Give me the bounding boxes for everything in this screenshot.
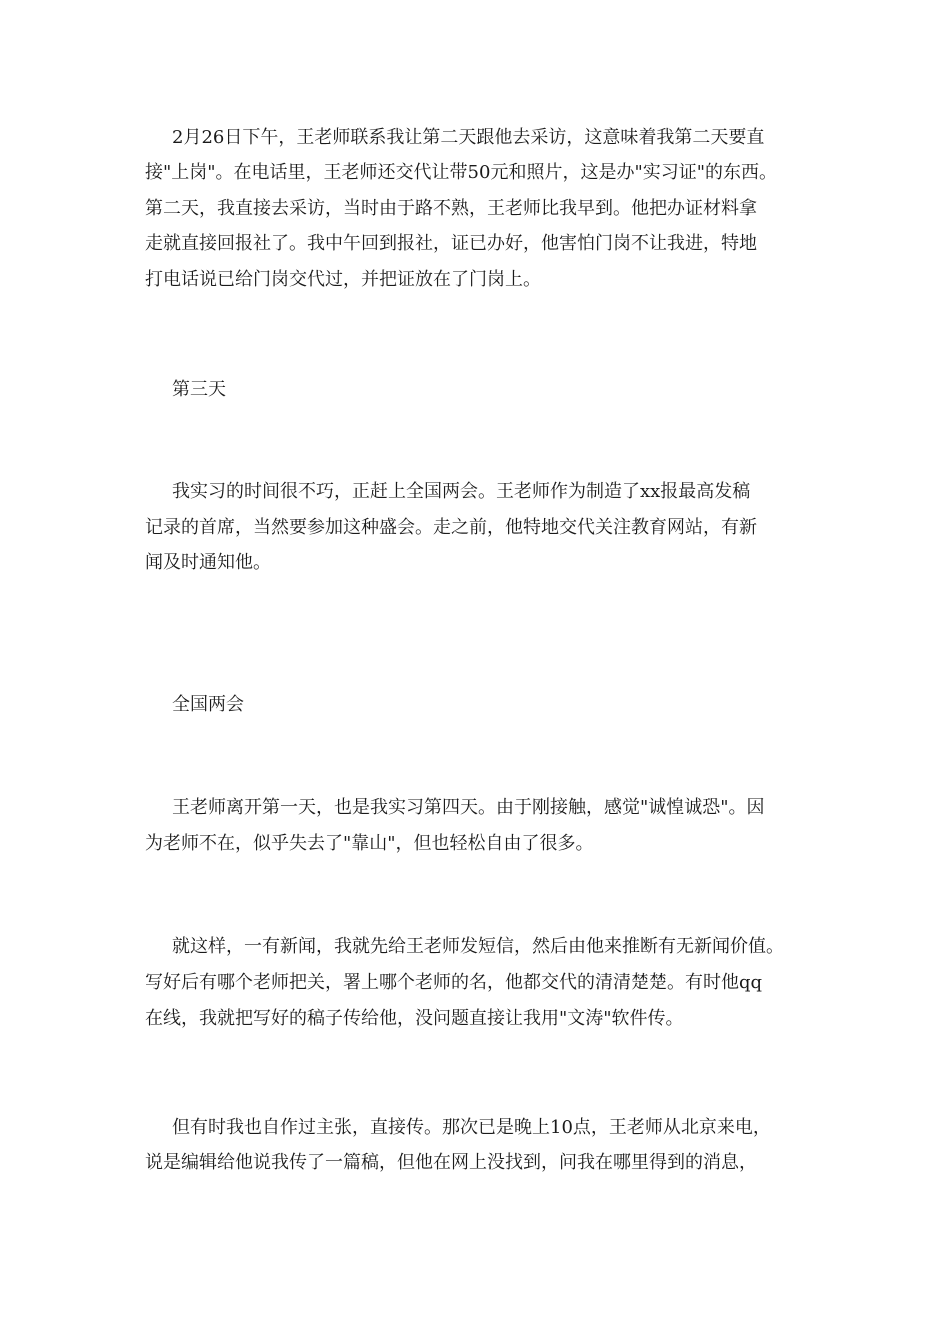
paragraph-1-line-5: 打电话说已给门岗交代过，并把证放在了门岗上。	[145, 269, 541, 290]
paragraph-2-line-1: 我实习的时间很不巧，正赶上全国两会。王老师作为制造了xx报最高发稿	[172, 481, 751, 502]
section-heading-two-sessions: 全国两会	[172, 694, 244, 715]
paragraph-2-line-2: 记录的首席，当然要参加这种盛会。走之前，他特地交代关注教育网站，有新	[145, 517, 757, 538]
paragraph-1-line-1: 2月26日下午，王老师联系我让第二天跟他去采访，这意味着我第二天要直	[172, 127, 765, 148]
paragraph-5-line-2: 说是编辑给他说我传了一篇稿，但他在网上没找到，问我在哪里得到的消息，	[145, 1152, 757, 1173]
paragraph-2-line-3: 闻及时通知他。	[145, 552, 271, 573]
paragraph-4-line-2: 写好后有哪个老师把关，署上哪个老师的名，他都交代的清清楚楚。有时他qq	[145, 972, 763, 993]
paragraph-3-line-2: 为老师不在，似乎失去了"靠山"，但也轻松自由了很多。	[145, 833, 594, 854]
paragraph-5-line-1: 但有时我也自作过主张，直接传。那次已是晚上10点，王老师从北京来电，	[172, 1117, 771, 1138]
paragraph-1-line-4: 走就直接回报社了。我中午回到报社，证已办好，他害怕门岗不让我进，特地	[145, 233, 757, 254]
paragraph-1-line-2: 接"上岗"。在电话里，王老师还交代让带50元和照片，这是办"实习证"的东西。	[145, 162, 778, 183]
paragraph-1-line-3: 第二天，我直接去采访，当时由于路不熟，王老师比我早到。他把办证材料拿	[145, 198, 757, 219]
paragraph-3-line-1: 王老师离开第一天，也是我实习第四天。由于刚接触，感觉"诚惶诚恐"。因	[172, 797, 765, 818]
paragraph-4-line-3: 在线，我就把写好的稿子传给他，没问题直接让我用"文涛"软件传。	[145, 1008, 684, 1029]
section-heading-day-three: 第三天	[172, 379, 226, 400]
paragraph-4-line-1: 就这样，一有新闻，我就先给王老师发短信，然后由他来推断有无新闻价值。	[172, 936, 784, 957]
